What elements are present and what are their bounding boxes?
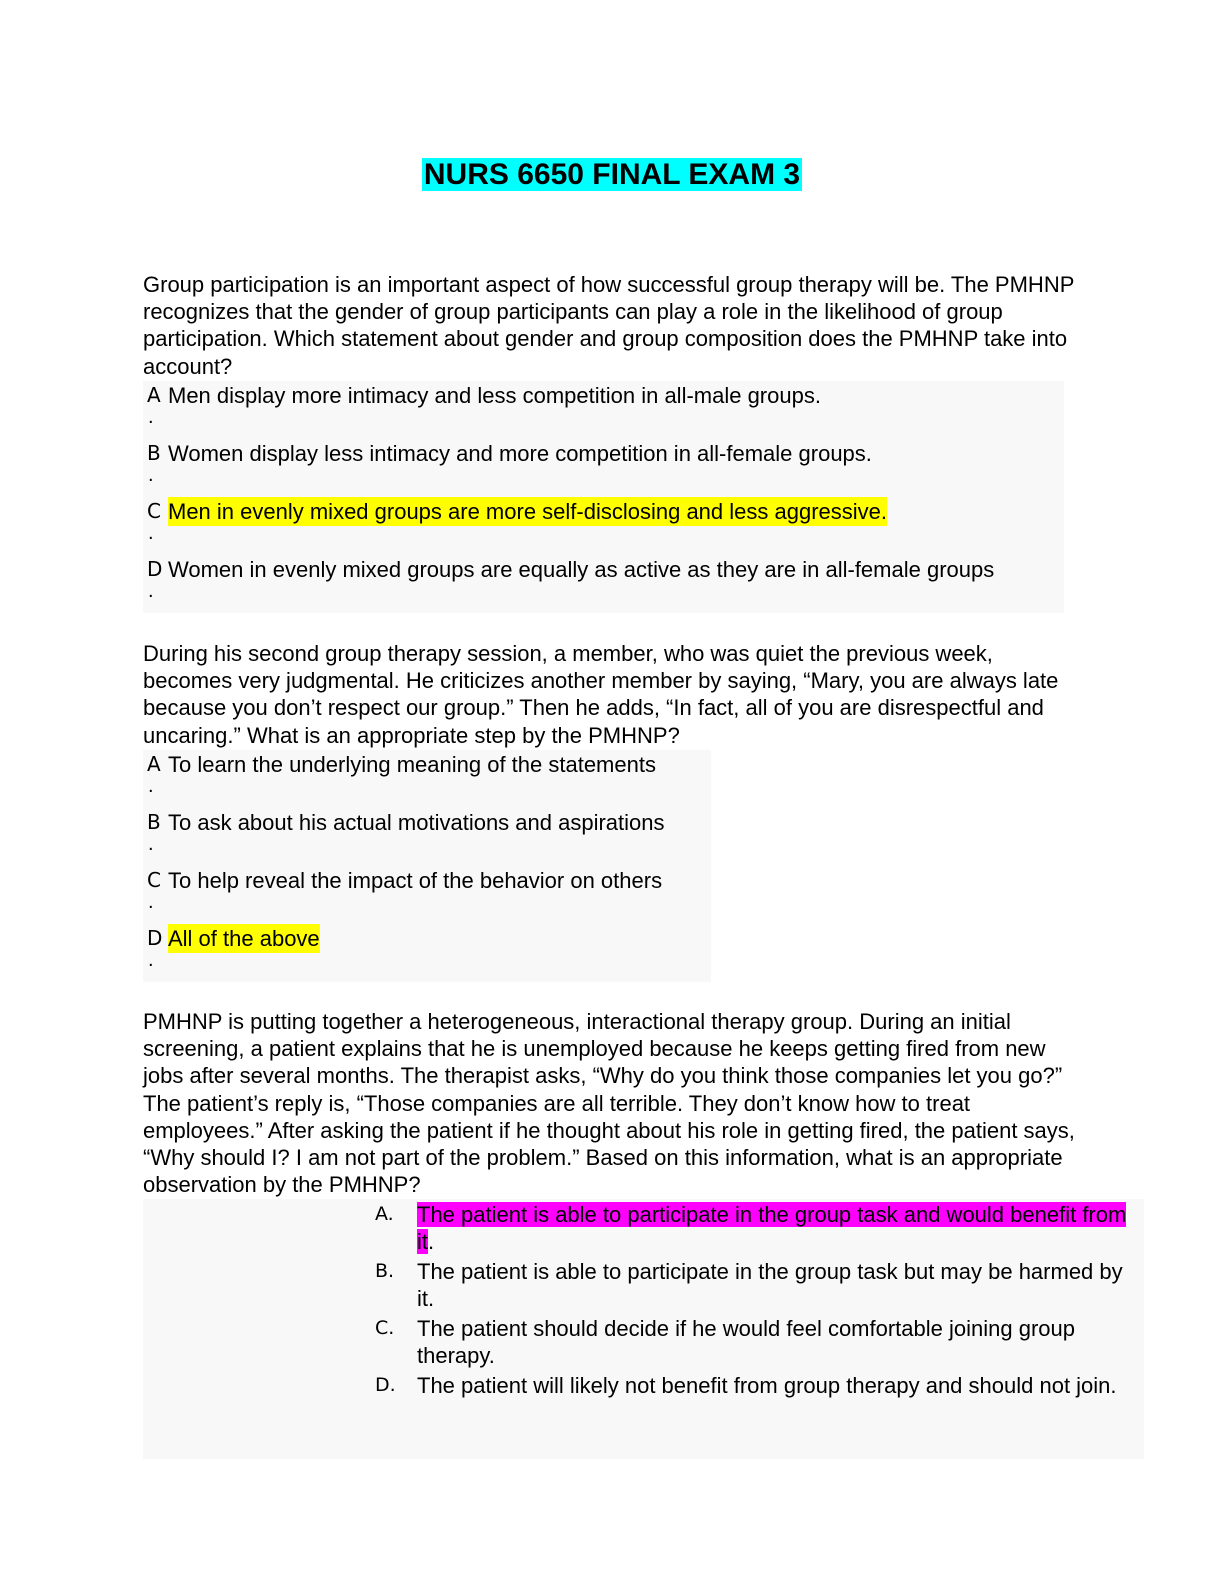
question-2-option-c[interactable] <box>143 866 711 924</box>
option-letter: D <box>147 926 163 950</box>
question-1-options <box>143 381 1064 613</box>
option-letter: A <box>147 752 161 776</box>
option-text: Men display more intimacy and less competition in all-male groups. <box>168 383 821 408</box>
option-text: To learn the underlying meaning of the statements <box>168 752 656 777</box>
option-letter: B <box>147 441 161 465</box>
option-dot: . <box>148 891 154 913</box>
question-1-text: Group participation is an important aspect of how successful group therapy will be. The PMHNP recognizes that the gender of group participants can play a role in the likelihood of group participation. Which statement about gender and group composition does the PMHNP take into account? <box>143 272 1074 379</box>
question-1-option-c[interactable] <box>143 497 1064 555</box>
question-2-option-a[interactable] <box>143 750 711 808</box>
question-1-option-b[interactable] <box>143 439 1064 497</box>
option-text: The patient will likely not benefit from group therapy and should not join. <box>417 1373 1117 1398</box>
option-text: Women display less intimacy and more competition in all-female groups. <box>168 441 872 466</box>
option-dot: . <box>148 833 154 855</box>
question-3-text: PMHNP is putting together a heterogeneous, interactional therapy group. During an initial screening, a patient explains that he is unemployed because he keeps getting fired from new jobs after several months. The therapist asks, “Why do you think those companies let you go?” The patient’s reply is, “Those companies are all terrible. They don’t know how to treat employees.” After asking the patient if he thought about his role in getting fired, the patient says, “Why should I? I am not part of the problem.” Based on this information, what is an appropriate observation by the PMHNP? <box>143 1009 1075 1198</box>
question-3-options <box>143 1199 1144 1459</box>
option-letter: A. <box>375 1203 394 1225</box>
question-1-option-d[interactable] <box>143 555 1064 613</box>
option-dot: . <box>148 775 154 797</box>
option-text-correct-answer: Men in evenly mixed groups are more self-disclosing and less aggressive. <box>168 499 888 524</box>
option-letter: C <box>147 499 161 523</box>
option-dot: . <box>148 580 154 602</box>
option-text: The patient is able to participate in the group task but may be harmed by it. <box>417 1259 1123 1311</box>
option-letter: D. <box>375 1374 396 1396</box>
option-dot: . <box>148 406 154 428</box>
option-text: The patient should decide if he would feel comfortable joining group therapy. <box>417 1316 1075 1368</box>
question-2-option-b[interactable] <box>143 808 711 866</box>
question-1-option-a[interactable] <box>143 381 1064 439</box>
question-2-text: During his second group therapy session, a member, who was quiet the previous week, becomes very judgmental. He criticizes another member by saying, “Mary, you are always late because you don’t respect our group.” Then he adds, “In fact, all of you are disrespectful and uncaring.” What is an appropriate step by the PMHNP? <box>143 641 1059 748</box>
question-2-option-d[interactable] <box>143 924 711 982</box>
option-dot: . <box>148 949 154 971</box>
option-letter: B. <box>375 1260 395 1282</box>
option-letter: C <box>147 868 161 892</box>
option-dot: . <box>148 522 154 544</box>
page-title-wrap <box>0 157 1224 193</box>
option-letter: D <box>147 557 163 581</box>
option-text-wrap <box>417 1201 1137 1255</box>
option-letter: C. <box>375 1317 395 1339</box>
option-text: Women in evenly mixed groups are equally as active as they are in all-female groups <box>168 557 995 582</box>
page-title: NURS 6650 FINAL EXAM 3 <box>423 158 801 191</box>
option-text-correct-answer: All of the above <box>168 926 320 951</box>
option-letter: A <box>147 383 161 407</box>
option-text-suffix: . <box>428 1229 435 1254</box>
option-text: To ask about his actual motivations and aspirations <box>168 810 665 835</box>
question-2-options <box>143 750 711 982</box>
option-text-correct-answer: The patient is able to participate in the group task and would benefit from it <box>417 1202 1127 1254</box>
option-dot: . <box>148 464 154 486</box>
option-text: To help reveal the impact of the behavior on others <box>168 868 663 893</box>
option-letter: B <box>147 810 161 834</box>
